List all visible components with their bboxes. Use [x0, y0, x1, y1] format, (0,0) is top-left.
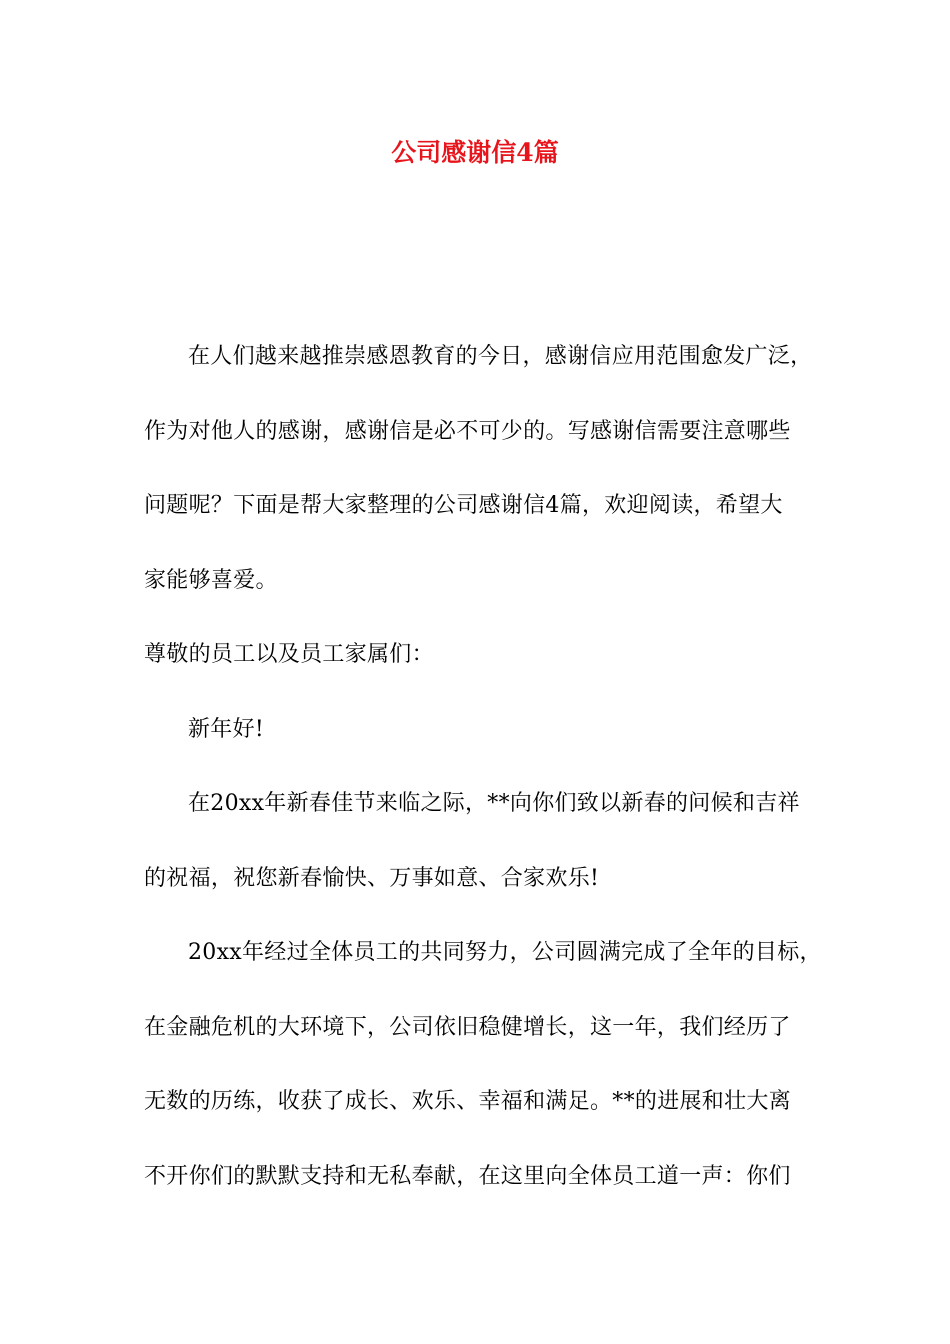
paragraph-line: 无数的历练，收获了成长、欢乐、幸福和满足。**的进展和壮大离	[144, 1089, 792, 1114]
paragraph-line: 在20xx年新春佳节来临之际，**向你们致以新春的问候和吉祥	[188, 791, 800, 816]
paragraph-line: 家能够喜爱。	[144, 567, 278, 593]
paragraph-line: 在金融危机的大环境下，公司依旧稳健增长，这一年，我们经历了	[144, 1014, 791, 1040]
salutation-line: 尊敬的员工以及员工家属们：	[144, 642, 434, 667]
paragraph-line: 作为对他人的感谢，感谢信是必不可少的。写感谢信需要注意哪些	[144, 418, 791, 444]
document-title: 公司感谢信4篇	[391, 138, 559, 167]
paragraph-line: 20xx年经过全体员工的共同努力，公司圆满完成了全年的目标，	[188, 940, 822, 965]
paragraph-line: 在人们越来越推崇感恩教育的今日，感谢信应用范围愈发广泛，	[188, 344, 813, 369]
paragraph-line: 的祝福，祝您新春愉快、万事如意、合家欢乐!	[144, 865, 600, 891]
document-body	[144, 320, 824, 1214]
paragraph-line: 问题呢？下面是帮大家整理的公司感谢信4篇，欢迎阅读，希望大	[144, 493, 783, 518]
greeting-line: 新年好!	[188, 716, 265, 742]
paragraph-line: 不开你们的默默支持和无私奉献，在这里向全体员工道一声：你们	[144, 1163, 791, 1189]
